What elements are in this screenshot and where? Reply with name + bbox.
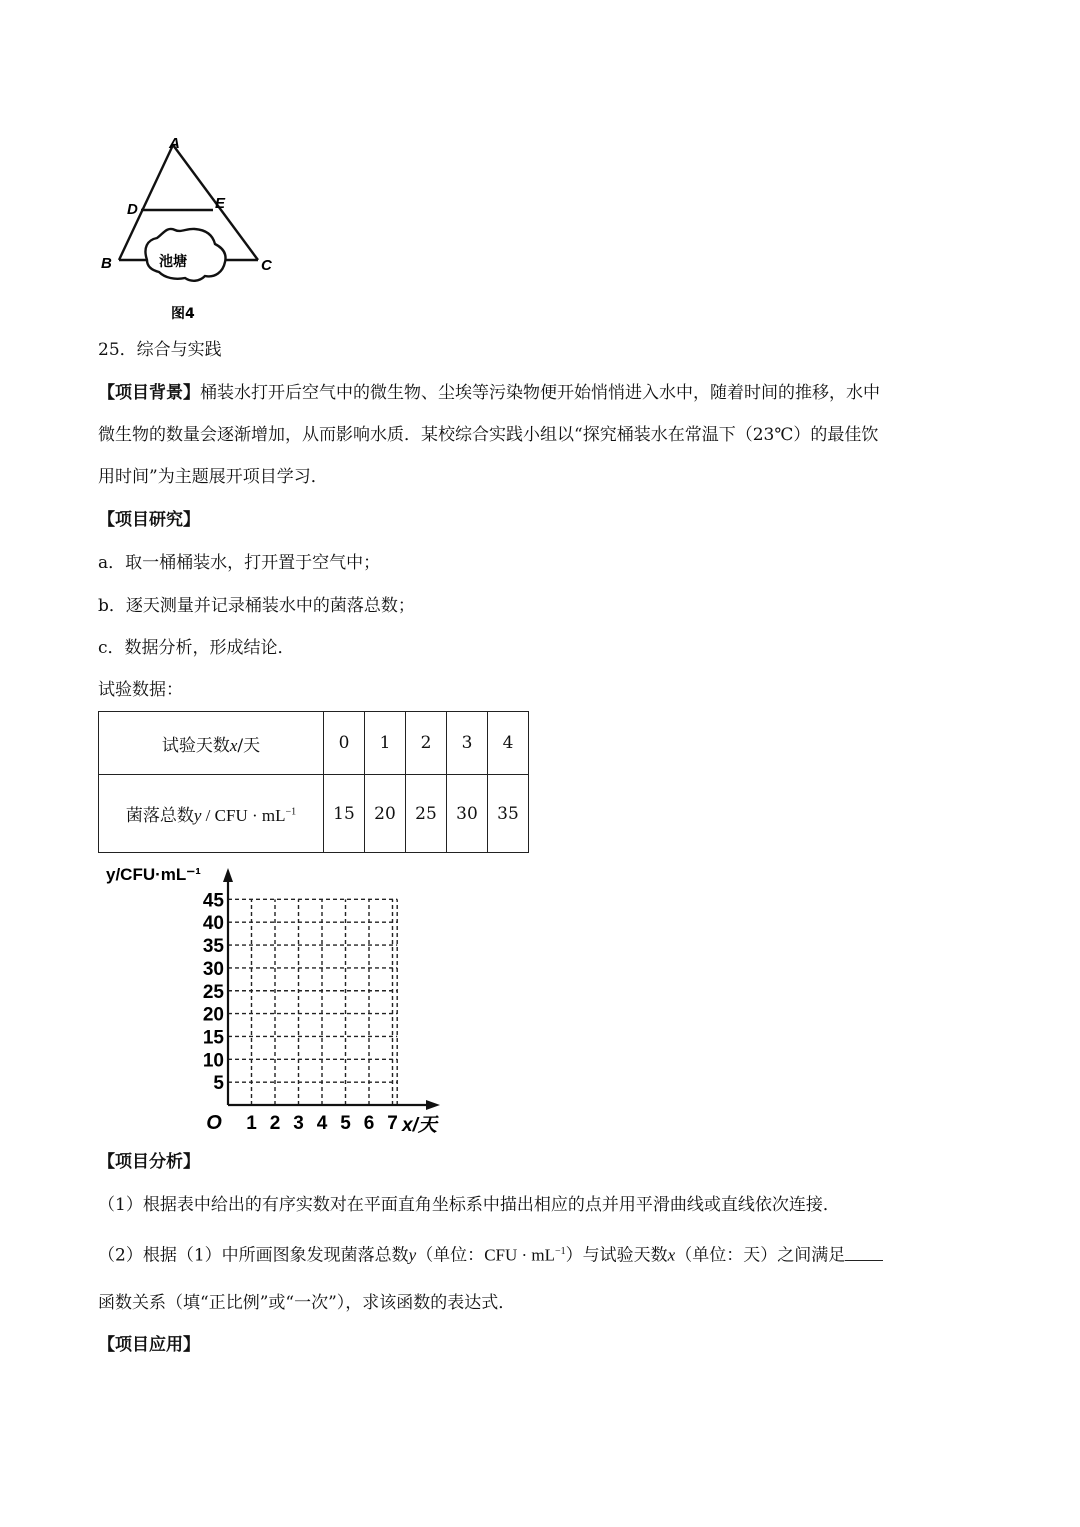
research-step-a: a．取一桶桶装水，打开置于空气中； xyxy=(98,553,381,573)
background-line-3: 用时间”为主题展开项目学习． xyxy=(98,467,328,487)
x-tick-label: 5 xyxy=(340,1113,351,1134)
label-b: B xyxy=(101,255,112,272)
label-d: D xyxy=(127,201,138,218)
x-tick-label: 6 xyxy=(363,1113,375,1134)
x-tick-label: 3 xyxy=(293,1113,304,1134)
y-axis-arrow xyxy=(223,868,233,882)
background-line-2: 微生物的数量会逐渐增加，从而影响水质．某校综合实践小组以“探究桶装水在常温下（23℃）的最佳饮 xyxy=(98,425,879,445)
y-tick-label: 25 xyxy=(202,981,224,1003)
y-tick-label: 5 xyxy=(213,1073,224,1095)
x-tick-label: 4 xyxy=(316,1113,328,1134)
research-step-b: b．逐天测量并记录桶装水中的菌落总数； xyxy=(98,596,415,616)
research-heading: 【项目研究】 xyxy=(98,510,200,530)
y-tick-label: 20 xyxy=(202,1004,224,1026)
table-row xyxy=(99,712,529,775)
label-a: A xyxy=(169,135,180,152)
y-tick-label: 30 xyxy=(202,958,224,980)
pond-label: 池塘 xyxy=(159,254,187,270)
question-title: 25．综合与实践 xyxy=(98,340,222,360)
y-tick-label: 10 xyxy=(202,1050,224,1072)
table-cell: 2 xyxy=(406,712,447,775)
background-heading: 【项目背景】 xyxy=(98,383,200,403)
table-header-days: 试验天数x/天 xyxy=(99,712,324,775)
label-e: E xyxy=(215,195,226,212)
table-row xyxy=(99,775,529,853)
x-tick-label: 7 xyxy=(387,1113,398,1134)
data-table xyxy=(98,711,529,853)
analysis-item-2-cont: 函数关系（填“正比例”或“一次”），求该函数的表达式． xyxy=(98,1293,516,1313)
x-axis-label: x/天 xyxy=(402,1115,437,1136)
y-tick-label: 40 xyxy=(202,913,224,935)
table-cell: 15 xyxy=(324,775,365,853)
y-tick-label: 45 xyxy=(202,890,224,912)
application-heading: 【项目应用】 xyxy=(98,1335,200,1355)
table-cell: 25 xyxy=(406,775,447,853)
analysis-item-1: （1）根据表中给出的有序实数对在平面直角坐标系中描出相应的点并用平滑曲线或直线依次连接． xyxy=(98,1195,840,1215)
table-cell: 1 xyxy=(365,712,406,775)
x-tick-label: 2 xyxy=(269,1113,281,1134)
table-cell: 35 xyxy=(488,775,529,853)
analysis-heading: 【项目分析】 xyxy=(98,1152,200,1172)
y-tick-label: 15 xyxy=(202,1027,224,1049)
research-step-c: c．数据分析，形成结论． xyxy=(98,638,295,658)
table-cell: 3 xyxy=(447,712,488,775)
table-header-counts: 菌落总数y / CFU · $mL^{-1}$ xyxy=(99,775,324,853)
data-label: 试验数据： xyxy=(98,680,183,700)
background-line-1 xyxy=(98,381,880,405)
figure-4-triangle xyxy=(95,130,295,330)
table-cell: 20 xyxy=(365,775,406,853)
origin-label: O xyxy=(206,1112,222,1134)
y-tick-label: 35 xyxy=(202,936,224,958)
table-cell: 30 xyxy=(447,775,488,853)
table-cell: 4 xyxy=(488,712,529,775)
answer-blank[interactable] xyxy=(845,1242,883,1261)
table-cell: 0 xyxy=(324,712,365,775)
y-axis-label: y/CFU·mL⁻¹ xyxy=(106,865,201,884)
coordinate-grid xyxy=(98,860,458,1140)
label-c: C xyxy=(261,257,272,274)
analysis-item-2: （2）根据（1）中所画图象发现菌落总数y（单位：CFU · $mL^{-1}$）与试验天数x（单位：天）之间满足 xyxy=(98,1240,883,1268)
background-text-1: 桶装水打开后空气中的微生物、尘埃等污染物便开始悄悄进入水中，随着时间的推移，水中 xyxy=(200,383,880,403)
x-axis-arrow xyxy=(426,1100,440,1110)
x-tick-label: 1 xyxy=(246,1113,257,1134)
figure-caption: 图4 xyxy=(171,306,195,322)
